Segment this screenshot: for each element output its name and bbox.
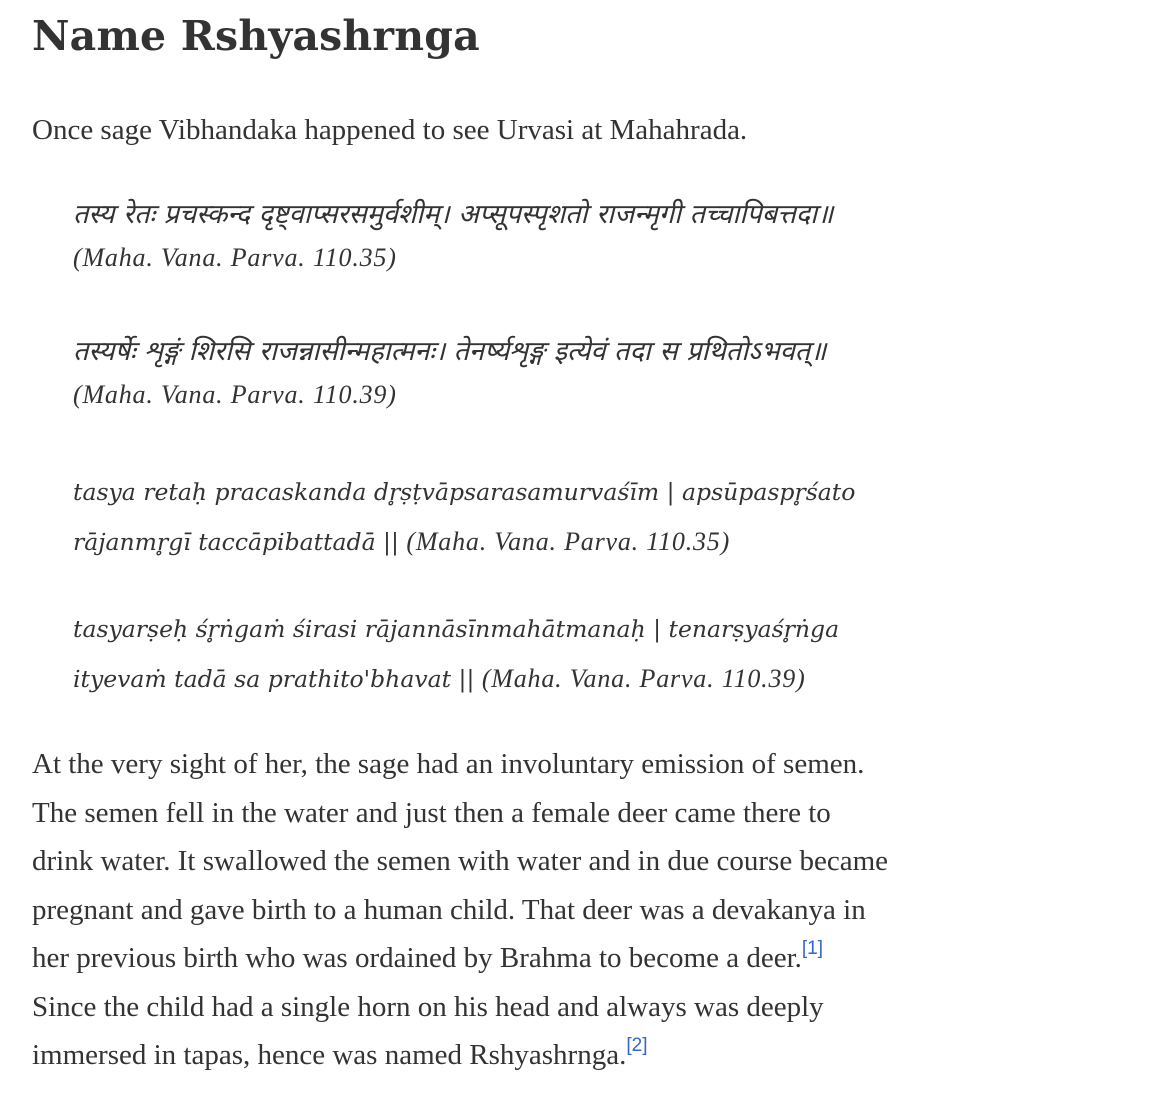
footnote-ref-1 [802, 938, 823, 959]
verse-quote-2 [73, 327, 826, 413]
transliteration-citation: (Maha. Vana. Parva. 110.39) [481, 664, 806, 693]
section-heading: Name Rshyashrnga [32, 12, 480, 60]
story-line [32, 934, 1132, 983]
transliteration-line [73, 654, 1033, 704]
story-text: immersed in tapas, hence was named Rshyashrnga. [32, 1039, 627, 1071]
transliteration-text: ityevaṁ tadā sa prathito'bhavat || [73, 665, 475, 693]
footnote-link-2[interactable]: [2] [626, 1035, 648, 1057]
verse-devanagari-2: तस्यर्षेः शृङ्गं शिरसि राजन्नासीन्महात्मनः। तेनर्ष्यशृङ्ग इत्येवं तदा स प्रथितोऽभवत्॥ [73, 336, 827, 367]
story-line: pregnant and gave birth to a human child. That deer was a devakanya in [32, 893, 866, 926]
footnote-ref-2 [626, 1035, 647, 1056]
footnote-link-1[interactable]: [1] [801, 938, 823, 960]
verse-quote-1 [73, 190, 833, 276]
verse-devanagari-1: तस्य रेतः प्रचस्कन्द दृष्ट्वाप्सरसमुर्वशीम्। अप्सूपस्पृशतो राजन्मृगी तच्चापिबत्तदा॥ [73, 199, 834, 230]
verse-citation-2: (Maha. Vana. Parva. 110.39) [73, 380, 397, 409]
intro-paragraph: Once sage Vibhandaka happened to see Urvasi at Mahahrada. [32, 114, 748, 146]
story-paragraph [32, 740, 1132, 1080]
transliteration-quote-2 [73, 605, 1033, 704]
story-line: drink water. It swallowed the semen with water and in due course became [32, 845, 889, 877]
transliteration-text: rājanmr̥gī taccāpibattadā || [73, 528, 399, 556]
transliteration-quote-1 [73, 468, 1033, 567]
transliteration-line: tasya retaḥ pracaskanda dr̥ṣṭvāpsarasamurvaśīm | apsūpaspr̥śato [73, 478, 856, 506]
story-text: her previous birth who was ordained by Brahma to become a deer. [32, 942, 802, 974]
verse-citation-1: (Maha. Vana. Parva. 110.35) [73, 243, 397, 272]
story-line [32, 1031, 1132, 1080]
transliteration-line [73, 517, 1033, 567]
story-line: At the very sight of her, the sage had an involuntary emission of semen. [32, 748, 865, 780]
transliteration-citation: (Maha. Vana. Parva. 110.35) [406, 527, 731, 556]
story-line: The semen fell in the water and just then a female deer came there to [32, 796, 831, 829]
story-line: Since the child had a single horn on his head and always was deeply [32, 990, 824, 1023]
transliteration-line: tasyarṣeḥ śr̥ṅgaṁ śirasi rājannāsīnmahātmanaḥ | tenarṣyaśr̥ṅga [73, 615, 840, 643]
